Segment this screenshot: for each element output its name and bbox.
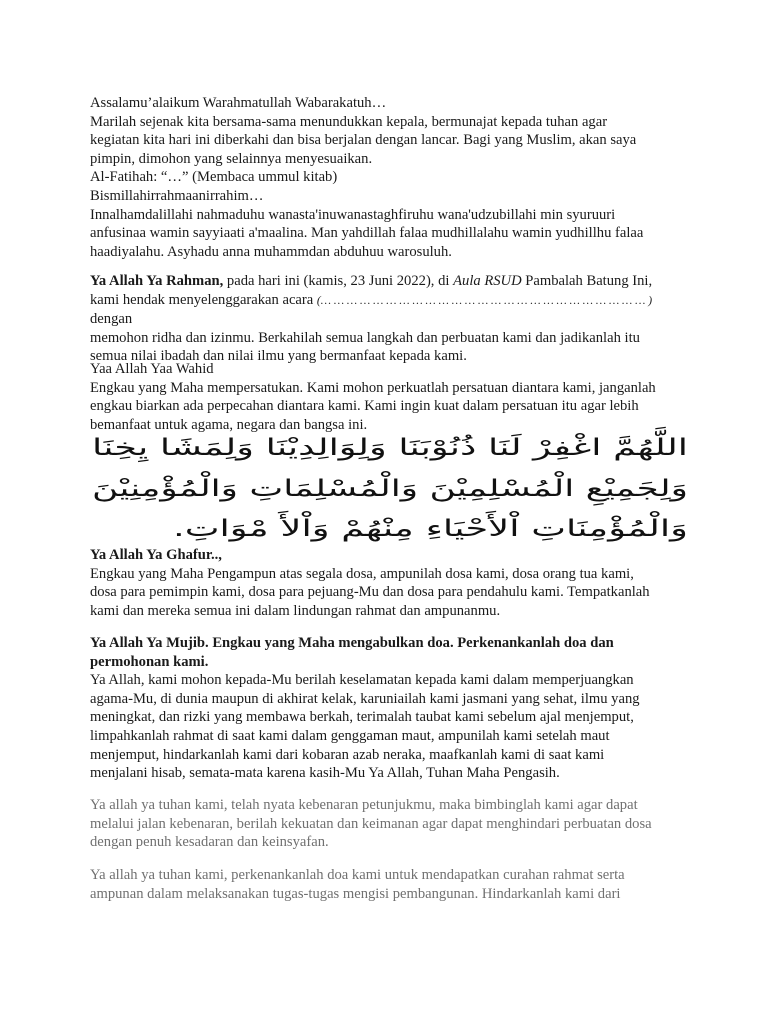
mujib-line: menjemput, hindarkanlah kami dari kobaran azab neraka, maafkanlah kami di saat kami bbox=[90, 746, 605, 763]
wahid-line: bemanfaat untuk agama, negara dan bangsa ini. bbox=[90, 416, 368, 433]
rahman-heading: Ya Allah Ya Rahman, bbox=[90, 273, 224, 289]
wahid-heading: Yaa Allah Yaa Wahid bbox=[90, 361, 214, 377]
bismillah-line: Bismillahirrahmaanirrahim… bbox=[90, 187, 264, 204]
hamdalah-line: anfusinaa wamin sayyiaati a'maalina. Man yahdillah falaa mudhillalahu wamin yudhillhu falaa bbox=[90, 225, 644, 242]
arabic-prayer bbox=[88, 425, 692, 543]
mujib-section bbox=[90, 634, 690, 783]
invitation-line: Marilah sejenak kita bersama-sama menundukkan kepala, bermunajat kepada tuhan agar bbox=[90, 113, 608, 130]
rahman-line-1: Ya Allah Ya Rahman, pada hari ini (kamis, 23 Juni 2022), di Aula RSUD Pambalah Batung Ini, bbox=[90, 273, 653, 289]
invitation-line: pimpin, dimohon yang selainnya menyesuaikan. bbox=[90, 150, 373, 167]
closing-line: Ya allah ya tuhan kami, telah nyata kebenaran petunjukmu, maka bimbinglah kami agar dapat bbox=[90, 797, 638, 813]
arabic-line: وَلِجَمِيْعِ الْمُسْلِمِيْنَ وَالْمُسْلِمَاتِ وَالْمُؤْمِنِيْنَ bbox=[92, 476, 474, 502]
opening-section bbox=[90, 94, 690, 261]
rahman-section bbox=[90, 272, 690, 366]
ghafur-line: dosa para pemimpin kami, dosa para pejuang-Mu dan dosa para pendahulu kami. Tempatkanlah bbox=[90, 584, 650, 601]
salam-line: Assalamu’alaikum Warahmatullah Wabarakatuh… bbox=[90, 95, 387, 111]
venue: Aula RSUD bbox=[453, 273, 522, 289]
hamdalah-line: haadiyalahu. Asyhadu anna muhammdan abduhuu warosuluh. bbox=[90, 243, 452, 260]
ghafur-line: kami dan mereka semua ini dalam lindungan rahmat dan ampunanmu. bbox=[90, 602, 501, 619]
rahman-line-3: memohon ridha dan izinmu. Berkahilah semua langkah dan perbuatan kami dan jadikanlah itu bbox=[90, 329, 640, 346]
mujib-heading: permohonan kami. bbox=[90, 653, 209, 670]
ghafur-section bbox=[90, 546, 690, 620]
hamdalah-line: Innalhamdalillahi nahmaduhu wanasta'inuwanastaghfiruhu wana'udzubillahi min syuruuri bbox=[90, 206, 616, 223]
event-placeholder: (… … … … … … … … … … … … … … … … … … … … … … … … … ) bbox=[316, 294, 653, 307]
rahman-line-4: semua nilai ibadah dan nilai ilmu yang bermanfaat kepada kami. bbox=[90, 348, 467, 365]
closing-line: melalui jalan kebenaran, berilah kekuatan dan keimanan agar dapat menghindari perbuatan dosa bbox=[90, 815, 652, 832]
mujib-line: limpahkanlah rahmat di saat kami dalam genggaman maut, ampunilah kami setelah maut bbox=[90, 727, 610, 744]
mujib-line: menjalani hisab, semata-mata karena kasih-Mu Ya Allah, Tuhan Maha Pengasih. bbox=[90, 765, 560, 782]
fatihah-line: Al-Fatihah: “…” (Membaca ummul kitab) bbox=[90, 169, 338, 186]
mujib-line: agama-Mu, di dunia maupun di akhirat kelak, karuniailah kami jasmani yang sehat, ilmu yang bbox=[90, 690, 640, 707]
ghafur-heading: Ya Allah Ya Ghafur.., bbox=[90, 547, 222, 563]
arabic-line: اللَّهُمَّ اغْفِرْ لَنَا ذُنُوْبَنَا وَلِوَالِدِيْنَا وَلِمَشَا يِخِنَا bbox=[92, 435, 466, 461]
closing-line: dengan penuh kesadaran dan keinsyafan. bbox=[90, 834, 329, 851]
closing-line: Ya allah ya tuhan kami, perkenankanlah doa kami untuk mendapatkan curahan rahmat serta bbox=[90, 867, 625, 883]
closing-paragraph-2 bbox=[90, 866, 690, 903]
invitation-line: kegiatan kita hari ini diberkahi dan bisa berjalan dengan lancar. Bagi yang Muslim, akan saya bbox=[90, 132, 637, 149]
wahid-line: Engkau yang Maha mempersatukan. Kami mohon perkuatlah persatuan diantara kami, janganlah bbox=[90, 379, 656, 396]
rahman-line-2: kami hendak menyelenggarakan acara (… … … … … … … … … … … … … … … … … … … … … … … … … ) dengan bbox=[90, 291, 653, 328]
wahid-line: engkau biarkan ada perpecahan diantara kami. Kami ingin kuat dalam persatuan itu agar lebih bbox=[90, 398, 639, 415]
mujib-line: Ya Allah, kami mohon kepada-Mu berilah keselamatan kepada kami dalam memperjuangkan bbox=[90, 672, 634, 689]
ghafur-line: Engkau yang Maha Pengampun atas segala dosa, ampunilah dosa kami, dosa orang tua kami, bbox=[90, 565, 634, 582]
arabic-line: وَالْمُؤْمِنَاتِ اْلأَحْيَاءِ مِنْهُمْ وَاْلأَ مْوَاتِ. bbox=[173, 516, 494, 542]
mujib-line: meningkat, dan rizki yang membawa berkah, terimalah taubat kami sebelum ajal menjemput, bbox=[90, 709, 634, 726]
closing-line: ampunan dalam melaksanakan tugas-tugas mengisi pembangunan. Hindarkanlah kami dari bbox=[90, 885, 621, 902]
wahid-section bbox=[90, 360, 690, 434]
mujib-heading: Ya Allah Ya Mujib. Engkau yang Maha mengabulkan doa. Perkenankanlah doa dan bbox=[90, 635, 614, 651]
closing-paragraph-1 bbox=[90, 796, 690, 852]
